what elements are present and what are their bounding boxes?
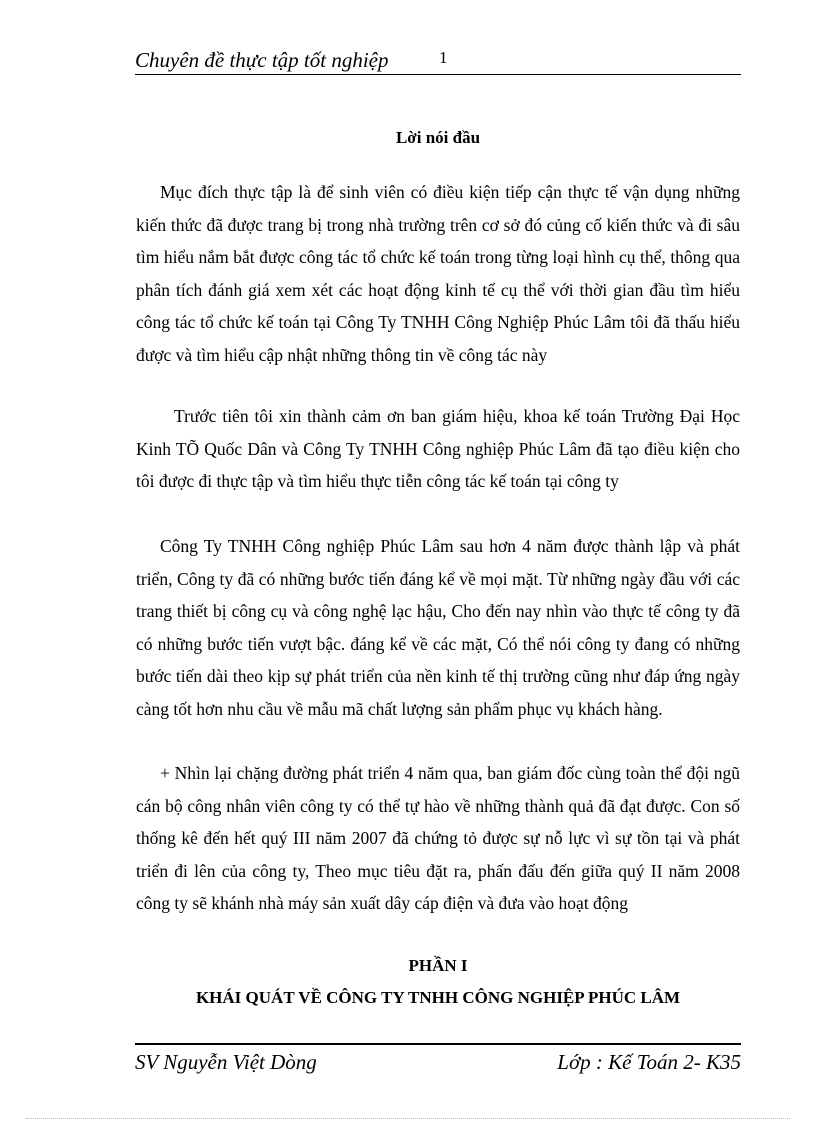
page-footer	[135, 1043, 741, 1074]
footer-class: Lớp : Kế Toán 2- K35	[557, 1050, 741, 1074]
section-heading: Lời nói đầu	[395, 128, 481, 147]
part-title: KHÁI QUÁT VỀ CÔNG TY TNHH CÔNG NGHIỆP PHÚC LÂM	[195, 988, 681, 1007]
footer-student-name: SV Nguyễn Việt Dòng	[135, 1050, 317, 1074]
paragraph-purpose: Mục đích thực tập là để sinh viên có điều kiện tiếp cận thực tế vận dụng những kiến thức đã được trang bị trong nhà trường trên cơ sở đó củng cố kiến thức và đi sâu tìm hiểu nắm bắt được công tác tổ chức kế toán trong từng loại hình cụ thể, thông qua phân tích đánh giá xem xét các hoạt động kinh tế cụ thể với thời gian đầu tìm hiểu công tác tổ chức kế toán tại Công Ty TNHH Công Nghiệp Phúc Lâm tôi đã thấu hiểu được và tìm hiểu cập nhật những thông tin về công tác này	[136, 182, 740, 365]
header-title: Chuyên đề thực tập tốt nghiệp	[135, 48, 389, 72]
part-label: PHẦN I	[408, 956, 468, 975]
page-edge-divider	[26, 1118, 790, 1119]
page-header	[135, 46, 741, 75]
paragraph-thanks: Trước tiên tôi xin thành cảm ơn ban giám hiệu, khoa kế toán Trường Đại Học Kinh TÕ Quốc Dân và Công Ty TNHH Công nghiệp Phúc Lâm đã tạo điều kiện cho tôi được đi thực tập và tìm hiểu thực tiễn công tác kế toán tại công ty	[136, 406, 740, 491]
paragraph-review: + Nhìn lại chặng đường phát triển 4 năm qua, ban giám đốc cùng toàn thể đội ngũ cán bộ công nhân viên công ty có thể tự hào về những thành quả đã đạt được. Con số thống kê đến hết quý III năm 2007 đã chứng tỏ được sự nỗ lực vì sự tồn tại và phát triển đi lên của công ty, Theo mục tiêu đặt ra, phấn đấu đến giữa quý II năm 2008 công ty sẽ khánh nhà máy sản xuất dây cáp điện và đưa vào hoạt động	[136, 763, 740, 913]
paragraph-company-development: Công Ty TNHH Công nghiệp Phúc Lâm sau hơn 4 năm được thành lập và phát triển, Công ty đã có những bước tiến đáng kể về mọi mặt. Từ những ngày đầu với các trang thiết bị công cụ và công nghệ lạc hậu, Cho đến nay nhìn vào thực tế công ty đã có những bước tiến vượt bậc. đáng kể về các mặt, Có thể nói công ty đang có những bước tiến dài theo kịp sự phát triển của nền kinh tế thị trường cũng như đáp ứng ngày càng tốt hơn nhu cầu về mẫu mã chất lượng sản phẩm phục vụ khách hàng.	[136, 536, 740, 719]
page-number: 1	[439, 48, 448, 67]
